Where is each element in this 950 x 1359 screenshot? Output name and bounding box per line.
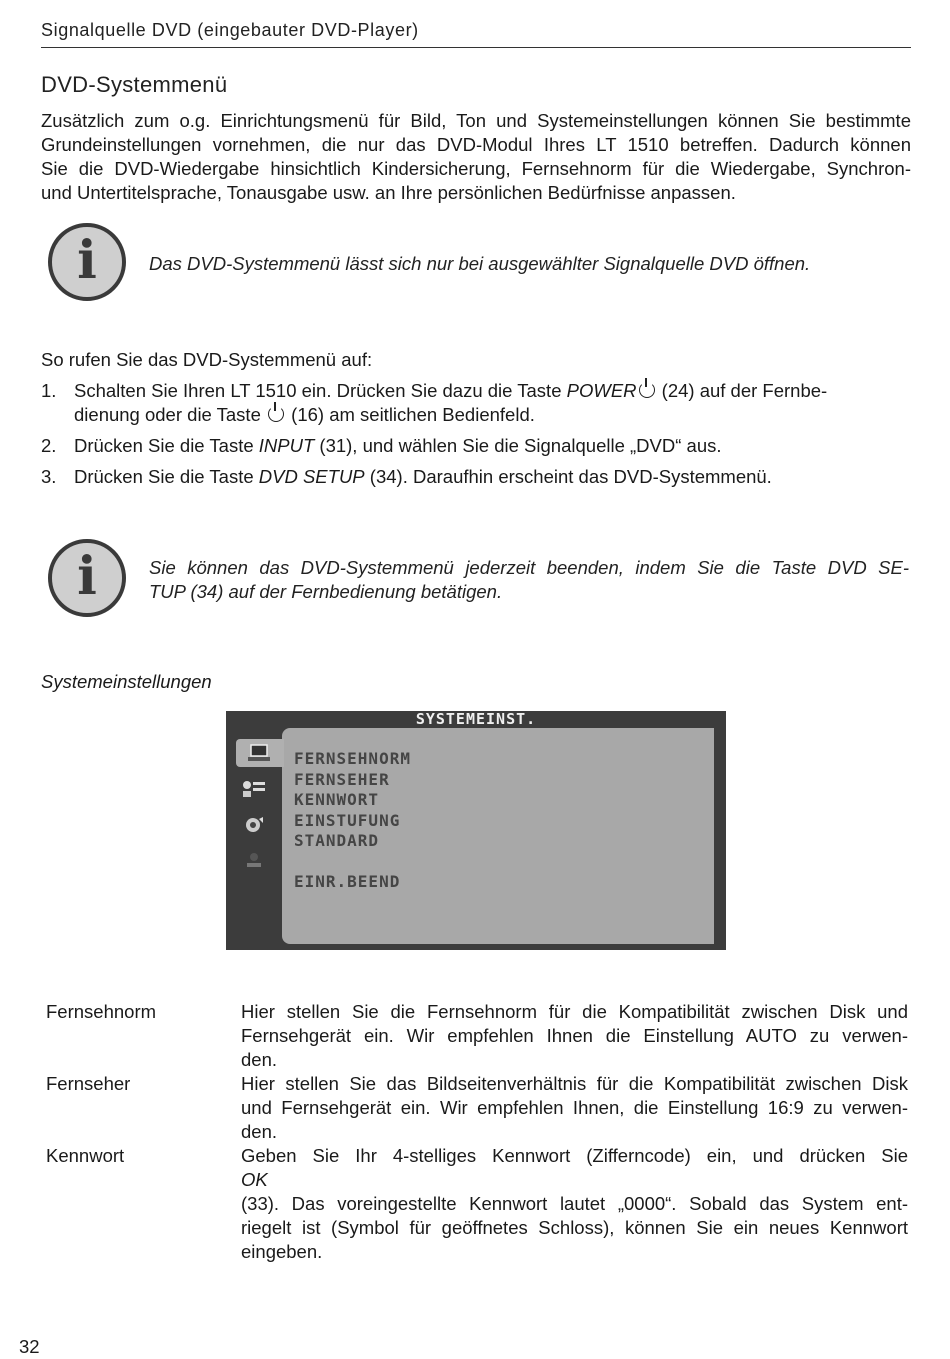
definition-line [241, 1144, 908, 1192]
definition-term: Kennwort [46, 1145, 125, 1166]
step-text: dienung oder die Taste [74, 404, 267, 425]
step-line [74, 403, 911, 427]
key-name: INPUT [258, 435, 315, 456]
step-number: 1. [41, 380, 57, 401]
instruction-list [41, 379, 911, 496]
note-line: TUP (34) auf der Fernbedienung betätigen. [149, 581, 503, 602]
definition-line: und Fernsehgerät ein. Wir empfehlen Ihnen, die Einstellung 16:9 zu verwen- [241, 1097, 908, 1118]
definition-text [241, 1072, 908, 1144]
intro-line: und Untertitelsprache, Tonausgabe usw. an Ihre persönlichen Bedürfnisse anpassen. [41, 182, 736, 203]
step-line [74, 379, 911, 403]
intro-paragraph [41, 109, 911, 205]
monitor-icon [236, 739, 284, 767]
header-rule [41, 47, 911, 48]
osd-menu-item: FERNSEHNORM [294, 749, 411, 768]
step-item [41, 434, 911, 458]
definition-line: Hier stellen Sie die Fernsehnorm für die Kompatibilität zwischen Disk und [241, 1001, 908, 1022]
definition-item [46, 1144, 908, 1264]
step-line [74, 465, 911, 489]
definition-line: (33). Das voreingestellte Kennwort lautet „0000“. Sobald das System ent- [241, 1193, 908, 1214]
intro-line: Grundeinstellungen vornehmen, die nur das DVD-Modul Ihres LT 1510 betreffen. Dadurch können [41, 134, 911, 155]
definition-list [46, 1000, 908, 1264]
power-icon [639, 382, 655, 398]
key-name: DVD SETUP [258, 466, 365, 487]
definition-text [241, 1144, 908, 1264]
definition-item [46, 1000, 908, 1072]
audio-icon [236, 811, 272, 839]
step-text: Drücken Sie die Taste [74, 435, 259, 456]
step-text: (31), und wählen Sie die Signalquelle „DVD“ aus. [314, 435, 722, 456]
instructions-intro: So rufen Sie das DVD-Systemmenü auf: [41, 349, 373, 370]
info-icon: i [48, 223, 126, 301]
osd-exit-item: EINR.BEEND [294, 871, 401, 891]
step-item [41, 379, 911, 427]
intro-line: Sie die DVD-Wiedergabe hinsichtlich Kindersicherung, Fernsehnorm für die Wiedergabe, Synchron- [41, 158, 911, 179]
osd-menu-item: FERNSEHER [294, 769, 390, 789]
step-text: Schalten Sie Ihren LT 1510 ein. Drücken Sie dazu die Taste [74, 380, 567, 401]
definition-text [241, 1000, 908, 1072]
section-heading: DVD-Systemmenü [41, 72, 228, 97]
step-number: 2. [41, 435, 57, 456]
info-icon: i [48, 539, 126, 617]
user-icon [236, 847, 272, 875]
step-item [41, 465, 911, 489]
key-name: POWER [566, 380, 637, 401]
definition-line: riegelt ist (Symbol für geöffnetes Schloss), können Sie ein neues Kennwort [241, 1217, 908, 1238]
power-icon [268, 406, 284, 422]
step-number: 3. [41, 466, 57, 487]
note-line: Sie können das DVD-Systemmenü jederzeit beenden, indem Sie die Taste DVD SE- [149, 557, 909, 578]
key-name: OK [241, 1169, 268, 1190]
note-text [149, 556, 909, 604]
osd-icon-column [236, 739, 276, 883]
definition-line: eingeben. [241, 1241, 323, 1262]
osd-menu-item: STANDARD [294, 831, 380, 850]
note-text [149, 252, 810, 276]
osd-menu [294, 749, 411, 892]
osd-menu-item: KENNWORT [294, 790, 380, 809]
osd-title: SYSTEMEINST. [415, 711, 537, 728]
osd-menu-item: EINSTUFUNG [294, 810, 401, 830]
page-header: Signalquelle DVD (eingebauter DVD-Player) [41, 20, 419, 40]
language-icon [236, 775, 272, 803]
definition-text-run: Geben Sie Ihr 4-stelliges Kennwort (Zifferncode) ein, und drücken Sie [241, 1145, 908, 1166]
step-text: (16) am seitlichen Bedienfeld. [286, 404, 535, 425]
definition-line: Hier stellen Sie das Bildseitenverhältnis für die Kompatibilität zwischen Disk [241, 1073, 908, 1094]
definition-line: Fernsehgerät ein. Wir empfehlen Ihnen die Einstellung AUTO zu verwen- [241, 1025, 908, 1046]
definition-item [46, 1072, 908, 1144]
osd-screenshot [226, 711, 726, 950]
step-text: Drücken Sie die Taste [74, 466, 259, 487]
step-text: (34). Daraufhin erscheint das DVD-Systemmenü. [364, 466, 772, 487]
step-line [74, 434, 911, 458]
page-number: 32 [19, 1336, 40, 1357]
step-text: (24) auf der Fernbe- [656, 380, 828, 401]
definition-line: den. [241, 1121, 278, 1142]
figure-caption: Systemeinstellungen [41, 671, 212, 692]
intro-line: Zusätzlich zum o.g. Einrichtungsmenü für Bild, Ton und Systemeinstellungen können Sie bestimmte [41, 110, 911, 131]
definition-line: den. [241, 1049, 278, 1070]
definition-term: Fernseher [46, 1073, 131, 1094]
definition-term: Fernsehnorm [46, 1001, 157, 1022]
note-line: Das DVD-Systemmenü lässt sich nur bei ausgewählter Signalquelle DVD öffnen. [149, 253, 811, 274]
